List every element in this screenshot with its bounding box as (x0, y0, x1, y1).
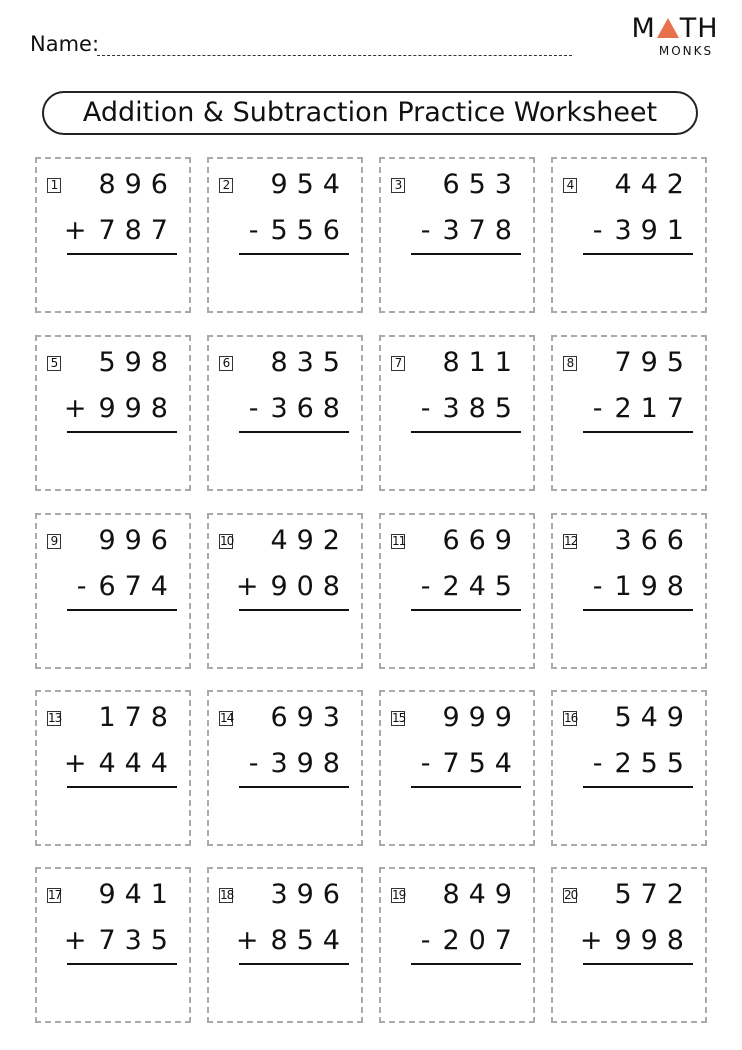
operator: - (420, 925, 440, 956)
first-operand: 396 (270, 879, 349, 910)
problem-number: 11 (392, 534, 406, 548)
first-operand: 811 (442, 347, 521, 378)
problem-number: 4 (563, 178, 577, 193)
first-operand: 849 (442, 879, 521, 910)
problem-box[interactable] (551, 690, 707, 846)
second-operand: 368 (270, 393, 349, 424)
first-operand: 954 (270, 169, 349, 200)
name-field-line[interactable] (97, 55, 572, 56)
second-operand: 908 (270, 571, 349, 602)
second-operand: 207 (442, 925, 521, 956)
second-operand-row (77, 571, 177, 602)
problem-box[interactable] (207, 513, 363, 669)
operator: - (248, 393, 268, 424)
logo-text-th: TH (679, 13, 719, 44)
second-operand: 378 (442, 215, 521, 246)
problem-number: 14 (220, 711, 234, 725)
answer-line (239, 786, 349, 788)
problem-box[interactable] (379, 157, 535, 313)
problem-number: 12 (564, 534, 578, 548)
problem-box[interactable] (379, 513, 535, 669)
answer-line (67, 609, 177, 611)
problem-number: 17 (48, 888, 62, 902)
problem-number: 15 (392, 711, 406, 725)
second-operand: 674 (98, 571, 177, 602)
second-operand-row (236, 925, 349, 956)
operator: + (235, 571, 268, 602)
answer-line (67, 431, 177, 433)
answer-line (239, 963, 349, 965)
logo-subtext: MONKS (658, 44, 714, 58)
second-operand: 391 (614, 215, 693, 246)
problem-box[interactable] (551, 513, 707, 669)
second-operand: 398 (270, 748, 349, 779)
second-operand: 217 (614, 393, 693, 424)
problem-number: 10 (220, 534, 234, 548)
second-operand-row (421, 571, 521, 602)
second-operand-row (64, 393, 177, 424)
problem-number: 5 (47, 356, 61, 371)
first-operand: 492 (270, 525, 349, 556)
second-operand-row (421, 393, 521, 424)
second-operand-row (593, 748, 693, 779)
first-operand: 835 (270, 347, 349, 378)
problem-box[interactable] (551, 867, 707, 1023)
first-operand: 669 (442, 525, 521, 556)
answer-line (239, 609, 349, 611)
second-operand-row (421, 748, 521, 779)
second-operand-row (593, 571, 693, 602)
answer-line (67, 786, 177, 788)
operator: - (592, 215, 612, 246)
first-operand: 795 (614, 347, 693, 378)
operator: - (592, 571, 612, 602)
second-operand-row (64, 748, 177, 779)
problem-number: 8 (563, 356, 577, 371)
operator: - (592, 393, 612, 424)
triangle-icon (657, 18, 679, 38)
second-operand: 385 (442, 393, 521, 424)
problem-box[interactable] (35, 157, 191, 313)
problem-number: 6 (219, 356, 233, 371)
operator: + (63, 925, 96, 956)
problem-number: 13 (48, 711, 62, 725)
problem-box[interactable] (551, 157, 707, 313)
problem-number: 18 (220, 888, 234, 902)
first-operand: 896 (98, 169, 177, 200)
problem-box[interactable] (207, 867, 363, 1023)
second-operand-row (236, 571, 349, 602)
first-operand: 366 (614, 525, 693, 556)
operator: - (420, 215, 440, 246)
answer-line (411, 431, 521, 433)
operator: + (63, 748, 96, 779)
first-operand: 653 (442, 169, 521, 200)
second-operand-row (421, 215, 521, 246)
operator: + (579, 925, 612, 956)
answer-line (583, 786, 693, 788)
problem-number: 3 (391, 178, 405, 193)
answer-line (583, 963, 693, 965)
operator: - (420, 571, 440, 602)
second-operand-row (421, 925, 521, 956)
math-monks-logo (630, 14, 720, 58)
logo-text-m: M (631, 13, 656, 44)
first-operand: 598 (98, 347, 177, 378)
answer-line (411, 786, 521, 788)
operator: - (248, 748, 268, 779)
problem-number: 2 (219, 178, 233, 193)
problem-number: 9 (47, 534, 61, 549)
answer-line (411, 609, 521, 611)
answer-line (583, 431, 693, 433)
second-operand: 556 (270, 215, 349, 246)
problem-box[interactable] (35, 867, 191, 1023)
name-label: Name: (30, 32, 100, 56)
second-operand-row (593, 215, 693, 246)
problem-box[interactable] (207, 157, 363, 313)
problem-box[interactable] (207, 690, 363, 846)
problem-number: 20 (564, 888, 578, 902)
problem-box[interactable] (379, 690, 535, 846)
first-operand: 693 (270, 702, 349, 733)
problem-box[interactable] (35, 690, 191, 846)
answer-line (67, 253, 177, 255)
answer-line (67, 963, 177, 965)
second-operand: 998 (614, 925, 693, 956)
operator: - (420, 393, 440, 424)
answer-line (583, 253, 693, 255)
problem-box[interactable] (35, 513, 191, 669)
second-operand: 245 (442, 571, 521, 602)
answer-line (239, 431, 349, 433)
first-operand: 999 (442, 702, 521, 733)
problem-box[interactable] (551, 335, 707, 491)
second-operand-row (249, 748, 349, 779)
second-operand-row (580, 925, 693, 956)
operator: + (63, 215, 96, 246)
second-operand: 255 (614, 748, 693, 779)
first-operand: 442 (614, 169, 693, 200)
problem-number: 7 (391, 356, 405, 371)
problem-box[interactable] (379, 867, 535, 1023)
first-operand: 941 (98, 879, 177, 910)
answer-line (239, 253, 349, 255)
operator: + (235, 925, 268, 956)
operator: - (420, 748, 440, 779)
first-operand: 572 (614, 879, 693, 910)
second-operand-row (64, 925, 177, 956)
second-operand-row (64, 215, 177, 246)
second-operand: 998 (98, 393, 177, 424)
answer-line (411, 963, 521, 965)
second-operand: 444 (98, 748, 177, 779)
first-operand: 178 (98, 702, 177, 733)
second-operand: 787 (98, 215, 177, 246)
problem-box[interactable] (35, 335, 191, 491)
operator: + (63, 393, 96, 424)
answer-line (583, 609, 693, 611)
operator: - (592, 748, 612, 779)
second-operand: 754 (442, 748, 521, 779)
second-operand-row (249, 393, 349, 424)
problem-number: 1 (47, 178, 61, 193)
operator: - (76, 571, 96, 602)
second-operand: 198 (614, 571, 693, 602)
problem-number: 19 (392, 888, 406, 902)
second-operand-row (593, 393, 693, 424)
second-operand: 735 (98, 925, 177, 956)
problem-box[interactable] (207, 335, 363, 491)
worksheet-title: Addition & Subtraction Practice Worksheet (42, 91, 698, 135)
problem-box[interactable] (379, 335, 535, 491)
second-operand: 854 (270, 925, 349, 956)
operator: - (248, 215, 268, 246)
problem-number: 16 (564, 711, 578, 725)
first-operand: 549 (614, 702, 693, 733)
second-operand-row (249, 215, 349, 246)
first-operand: 996 (98, 525, 177, 556)
answer-line (411, 253, 521, 255)
